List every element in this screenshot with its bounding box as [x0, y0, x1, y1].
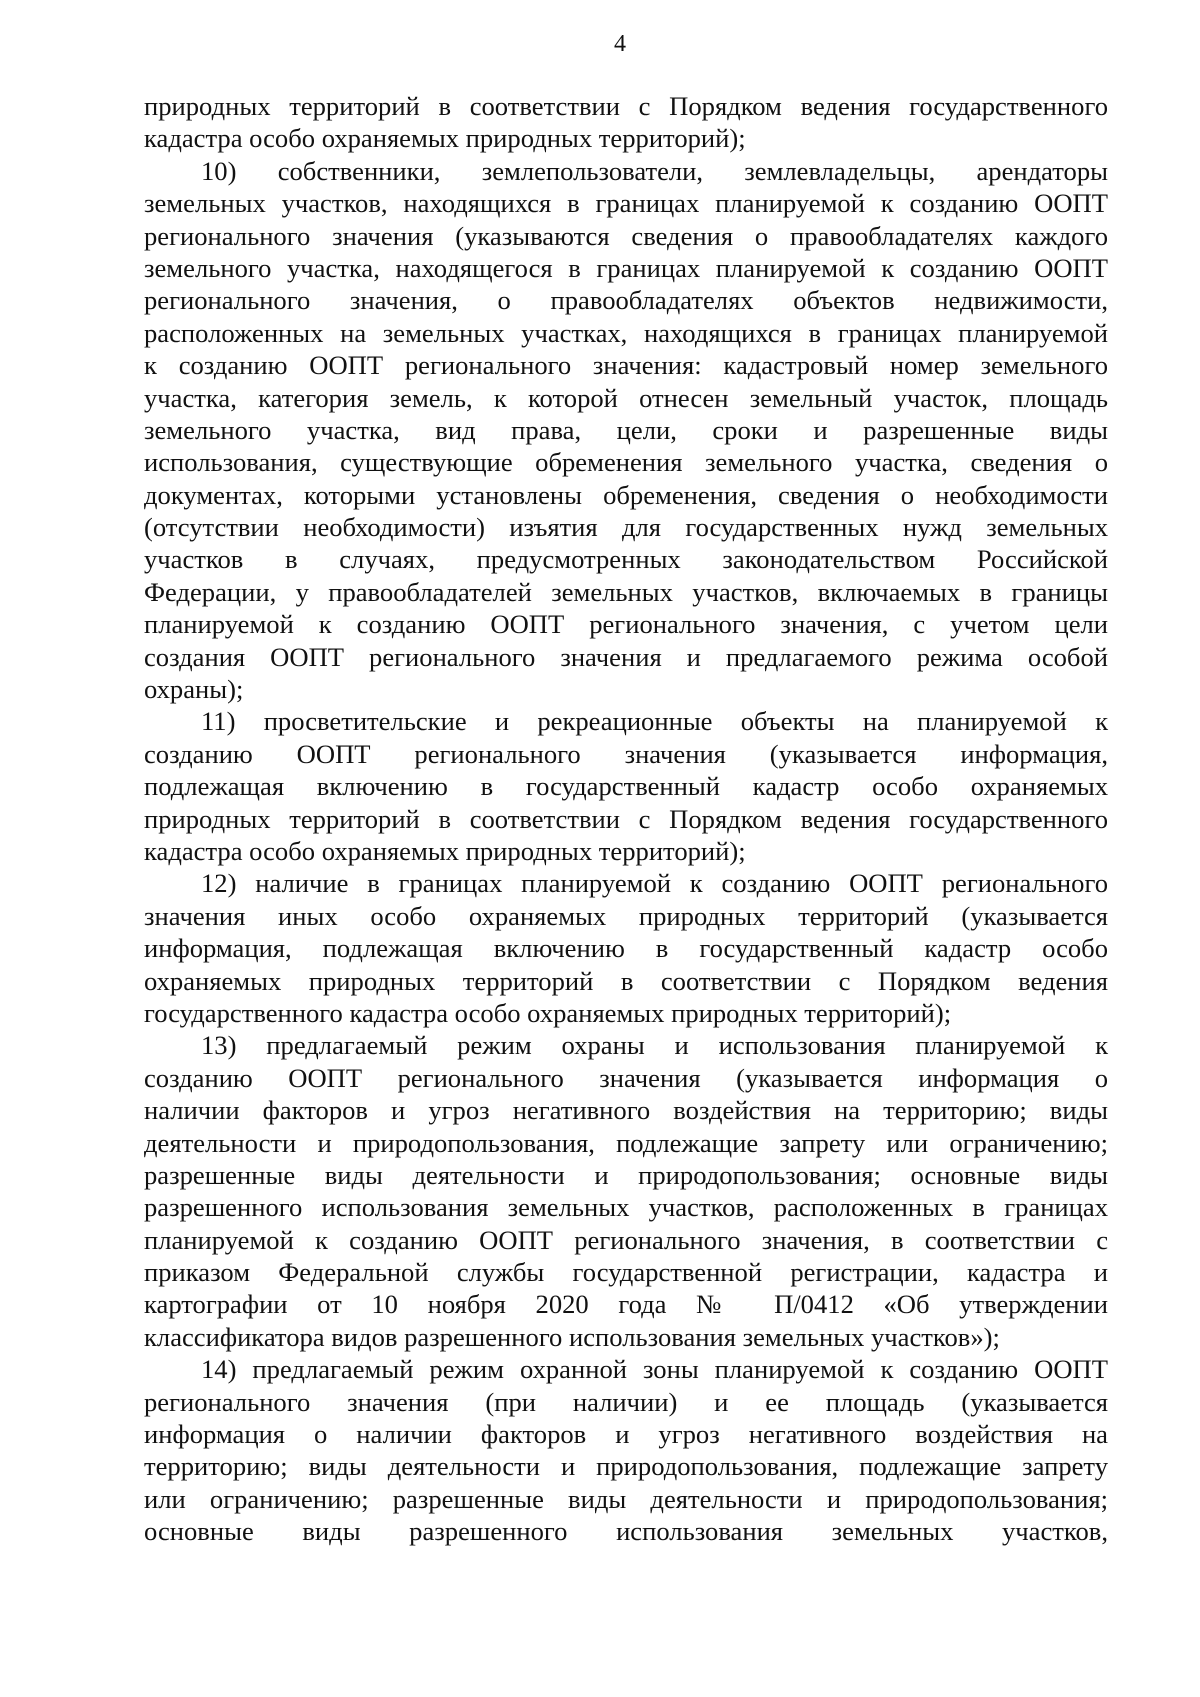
- text-line: приказом Федеральной службы государственной регистрации, кадастра и: [144, 1257, 1108, 1288]
- text-line: участков в случаях, предусмотренных законодательством Российской: [144, 544, 1108, 575]
- text-line: наличии факторов и угроз негативного воздействия на территорию; виды: [144, 1095, 1108, 1126]
- text-line: планируемой к созданию ООПТ регионального значения, с учетом цели: [144, 609, 1108, 640]
- page-number: 4: [614, 31, 626, 57]
- text-line: картографии от 10 ноября 2020 года № П/0412 «Об утверждении: [144, 1289, 1108, 1320]
- text-line: регионального значения (указываются сведения о правообладателях каждого: [144, 220, 1108, 251]
- text-line: значения иных особо охраняемых природных территорий (указывается: [144, 900, 1108, 931]
- text-line: участка, категория земель, к которой отнесен земельный участок, площадь: [144, 382, 1108, 413]
- text-line: разрешенного использования земельных участков, расположенных в границах: [144, 1192, 1108, 1223]
- text-line: созданию ООПТ регионального значения (указывается информация о: [144, 1062, 1108, 1093]
- text-line: использования, существующие обременения земельного участка, сведения о: [144, 447, 1108, 478]
- text-line: подлежащая включению в государственный кадастр особо охраняемых: [144, 771, 1108, 802]
- text-line: или ограничению; разрешенные виды деятельности и природопользования;: [144, 1483, 1108, 1514]
- text-line: земельного участка, вид права, цели, сроки и разрешенные виды: [144, 414, 1108, 445]
- text-line: Федерации, у правообладателей земельных участков, включаемых в границы: [144, 576, 1108, 607]
- text-line: (отсутствии необходимости) изъятия для государственных нужд земельных: [144, 512, 1108, 543]
- text-line: природных территорий в соответствии с Порядком ведения государственного: [144, 803, 1108, 834]
- text-line: созданию ООПТ регионального значения (указывается информация,: [144, 738, 1108, 769]
- text-line: 14) предлагаемый режим охранной зоны планируемой к созданию ООПТ: [201, 1354, 1108, 1385]
- text-line: земельных участков, находящихся в границах планируемой к созданию ООПТ: [144, 188, 1108, 219]
- document-body: [144, 90, 1108, 1548]
- text-line: 12) наличие в границах планируемой к созданию ООПТ регионального: [201, 868, 1108, 899]
- text-line: природных территорий в соответствии с Порядком ведения государственного: [144, 91, 1108, 121]
- text-line: государственного кадастра особо охраняемых природных территорий);: [144, 997, 952, 1028]
- text-line: кадастра особо охраняемых природных территорий);: [144, 123, 746, 154]
- text-line: охраны);: [144, 674, 244, 705]
- text-line: регионального значения (при наличии) и ее площадь (указывается: [144, 1386, 1108, 1417]
- text-line: охраняемых природных территорий в соответствии с Порядком ведения: [144, 965, 1108, 996]
- text-line: деятельности и природопользования, подлежащие запрету или ограничению;: [144, 1127, 1108, 1158]
- text-line: к созданию ООПТ регионального значения: кадастровый номер земельного: [144, 350, 1108, 381]
- text-line: территорию; виды деятельности и природопользования, подлежащие запрету: [144, 1451, 1108, 1482]
- text-line: информация, подлежащая включению в государственный кадастр особо: [144, 933, 1108, 964]
- text-line: планируемой к созданию ООПТ регионального значения, в соответствии с: [144, 1224, 1108, 1255]
- text-line: регионального значения, о правообладателях объектов недвижимости,: [144, 285, 1108, 316]
- text-line: основные виды разрешенного использования земельных участков,: [144, 1516, 1108, 1547]
- text-line: 10) собственники, землепользователи, землевладельцы, арендаторы: [201, 155, 1108, 186]
- text-line: земельного участка, находящегося в границах планируемой к созданию ООПТ: [144, 252, 1108, 283]
- text-line: классификатора видов разрешенного использования земельных участков»);: [144, 1321, 1000, 1352]
- text-line: разрешенные виды деятельности и природопользования; основные виды: [144, 1159, 1108, 1190]
- text-line: расположенных на земельных участках, находящихся в границах планируемой: [144, 317, 1108, 348]
- text-line: создания ООПТ регионального значения и предлагаемого режима особой: [144, 641, 1108, 672]
- text-line: 13) предлагаемый режим охраны и использования планируемой к: [201, 1030, 1108, 1061]
- text-line: кадастра особо охраняемых природных территорий);: [144, 835, 746, 866]
- text-line: 11) просветительские и рекреационные объекты на планируемой к: [201, 706, 1108, 737]
- text-line: информация о наличии факторов и угроз негативного воздействия на: [144, 1419, 1108, 1450]
- text-line: документах, которыми установлены обременения, сведения о необходимости: [144, 479, 1108, 510]
